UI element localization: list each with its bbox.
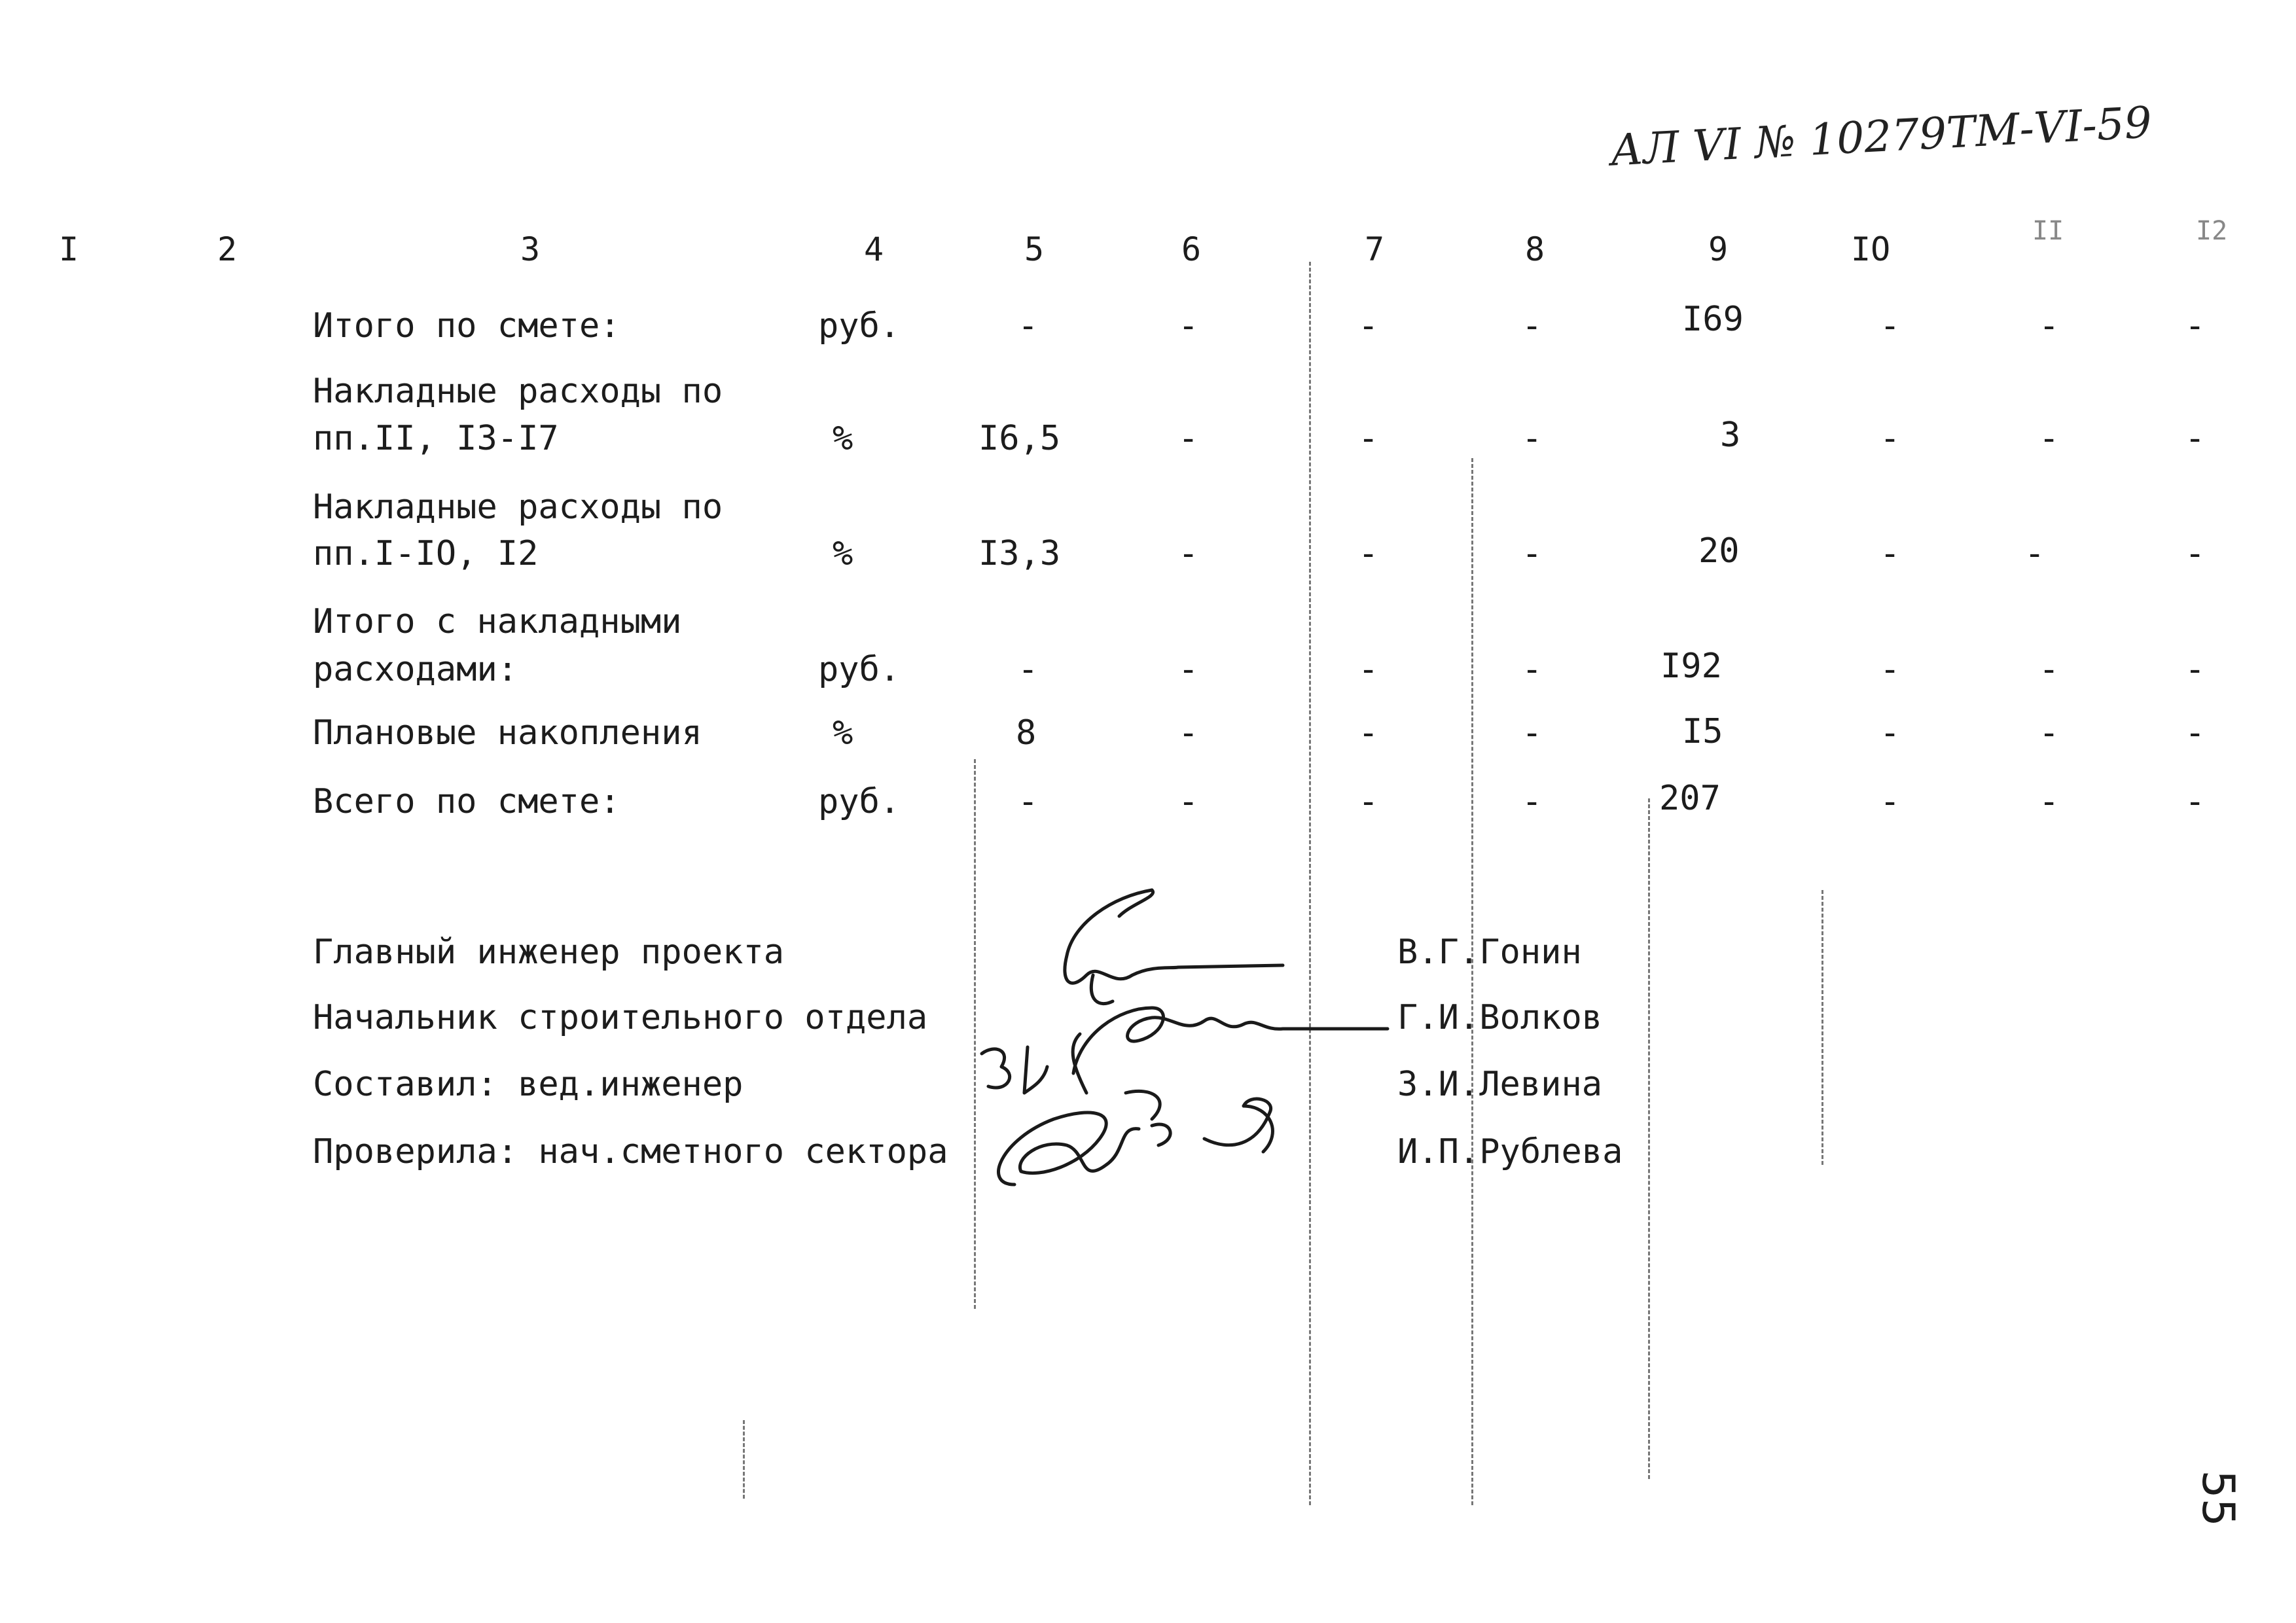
value-cell: -	[1880, 650, 1901, 689]
value-cell: -	[1522, 534, 1543, 573]
row-label: пп.II, I3-I7	[313, 419, 559, 458]
row-label: Всего по смете:	[313, 782, 620, 821]
row-label: Итого с накладными	[313, 602, 682, 641]
column-header: 5	[1024, 230, 1045, 268]
value-cell: -	[1522, 306, 1543, 346]
column-divider	[1821, 890, 1823, 1165]
column-header: 7	[1365, 230, 1385, 268]
value-cell: -	[1358, 419, 1379, 458]
value-cell: -	[1178, 306, 1199, 346]
value-cell: -	[2185, 713, 2206, 753]
signatory-role: Главный инженер проекта	[313, 933, 785, 972]
value-cell: 207	[1659, 779, 1721, 818]
value-cell: I6,5	[978, 419, 1061, 458]
unit-cell: %	[833, 534, 853, 573]
row-label: Итого по смете:	[313, 306, 620, 346]
value-cell: 20	[1698, 531, 1740, 571]
value-cell: -	[2039, 419, 2060, 458]
value-cell: -	[2185, 306, 2206, 346]
value-cell: 3	[1720, 416, 1741, 455]
value-cell: -	[1522, 713, 1543, 753]
row-label: Накладные расходы по	[313, 488, 723, 527]
signatory-name: З.И.Левина	[1397, 1065, 1603, 1104]
column-header: I2	[2196, 216, 2228, 246]
value-cell: -	[2185, 782, 2206, 821]
value-cell: -	[1880, 419, 1901, 458]
value-cell: -	[2039, 650, 2060, 689]
column-header: 8	[1525, 230, 1545, 268]
archive-stamp: АЛ VI № 10279ТМ-VI-59	[1609, 97, 2153, 176]
value-cell: -	[2039, 713, 2060, 753]
signatory-role: Проверила: нач.сметного сектора	[313, 1132, 948, 1171]
row-label: Плановые накопления	[313, 713, 702, 753]
column-header: 3	[520, 230, 541, 268]
value-cell: -	[1178, 650, 1199, 689]
column-divider	[1648, 798, 1650, 1479]
value-cell: -	[1880, 534, 1901, 573]
value-cell: I92	[1660, 647, 1722, 686]
value-cell: -	[1178, 534, 1199, 573]
value-cell: -	[1178, 419, 1199, 458]
column-header: 4	[864, 230, 884, 268]
value-cell: -	[1358, 650, 1379, 689]
unit-cell: руб.	[818, 306, 901, 346]
value-cell: -	[1018, 306, 1039, 346]
handwritten-signatures	[956, 877, 1427, 1217]
value-cell: -	[2024, 534, 2045, 573]
value-cell: -	[1358, 306, 1379, 346]
value-cell: -	[1358, 713, 1379, 753]
value-cell: -	[1178, 782, 1199, 821]
unit-cell: руб.	[818, 782, 901, 821]
value-cell: -	[1018, 782, 1039, 821]
unit-cell: %	[833, 713, 853, 753]
value-cell: -	[1522, 782, 1543, 821]
value-cell: -	[1018, 650, 1039, 689]
column-divider	[743, 1420, 745, 1499]
signatory-name: И.П.Рублева	[1397, 1132, 1623, 1171]
value-cell: -	[1358, 534, 1379, 573]
value-cell: -	[1522, 419, 1543, 458]
column-header: IO	[1851, 230, 1891, 268]
column-header: II	[2032, 216, 2064, 246]
value-cell: -	[1522, 650, 1543, 689]
column-header: I	[59, 230, 79, 268]
column-divider	[1471, 458, 1473, 1505]
value-cell: -	[2039, 306, 2060, 346]
column-header: 9	[1708, 230, 1729, 268]
signatory-name: В.Г.Гонин	[1397, 933, 1582, 972]
value-cell: -	[2039, 782, 2060, 821]
row-label: пп.I-IO, I2	[313, 534, 539, 573]
value-cell: -	[1880, 306, 1901, 346]
signatory-name: Г.И.Волков	[1397, 998, 1603, 1037]
unit-cell: %	[833, 419, 853, 458]
page-number: 55	[2191, 1470, 2244, 1527]
value-cell: -	[2185, 534, 2206, 573]
value-cell: -	[1358, 782, 1379, 821]
row-label: расходами:	[313, 650, 518, 689]
row-label: Накладные расходы по	[313, 372, 723, 411]
value-cell: -	[2185, 650, 2206, 689]
unit-cell: руб.	[818, 650, 901, 689]
signatory-role: Начальник строительного отдела	[313, 998, 928, 1037]
column-header: 2	[217, 230, 238, 268]
value-cell: 8	[1016, 713, 1037, 753]
signatory-role: Составил: вед.инженер	[313, 1065, 744, 1104]
value-cell: -	[1880, 782, 1901, 821]
value-cell: I3,3	[978, 534, 1061, 573]
value-cell: -	[2185, 419, 2206, 458]
value-cell: I69	[1682, 300, 1744, 339]
value-cell: -	[1880, 713, 1901, 753]
column-header: 6	[1181, 230, 1202, 268]
value-cell: -	[1178, 713, 1199, 753]
value-cell: I5	[1682, 712, 1723, 751]
